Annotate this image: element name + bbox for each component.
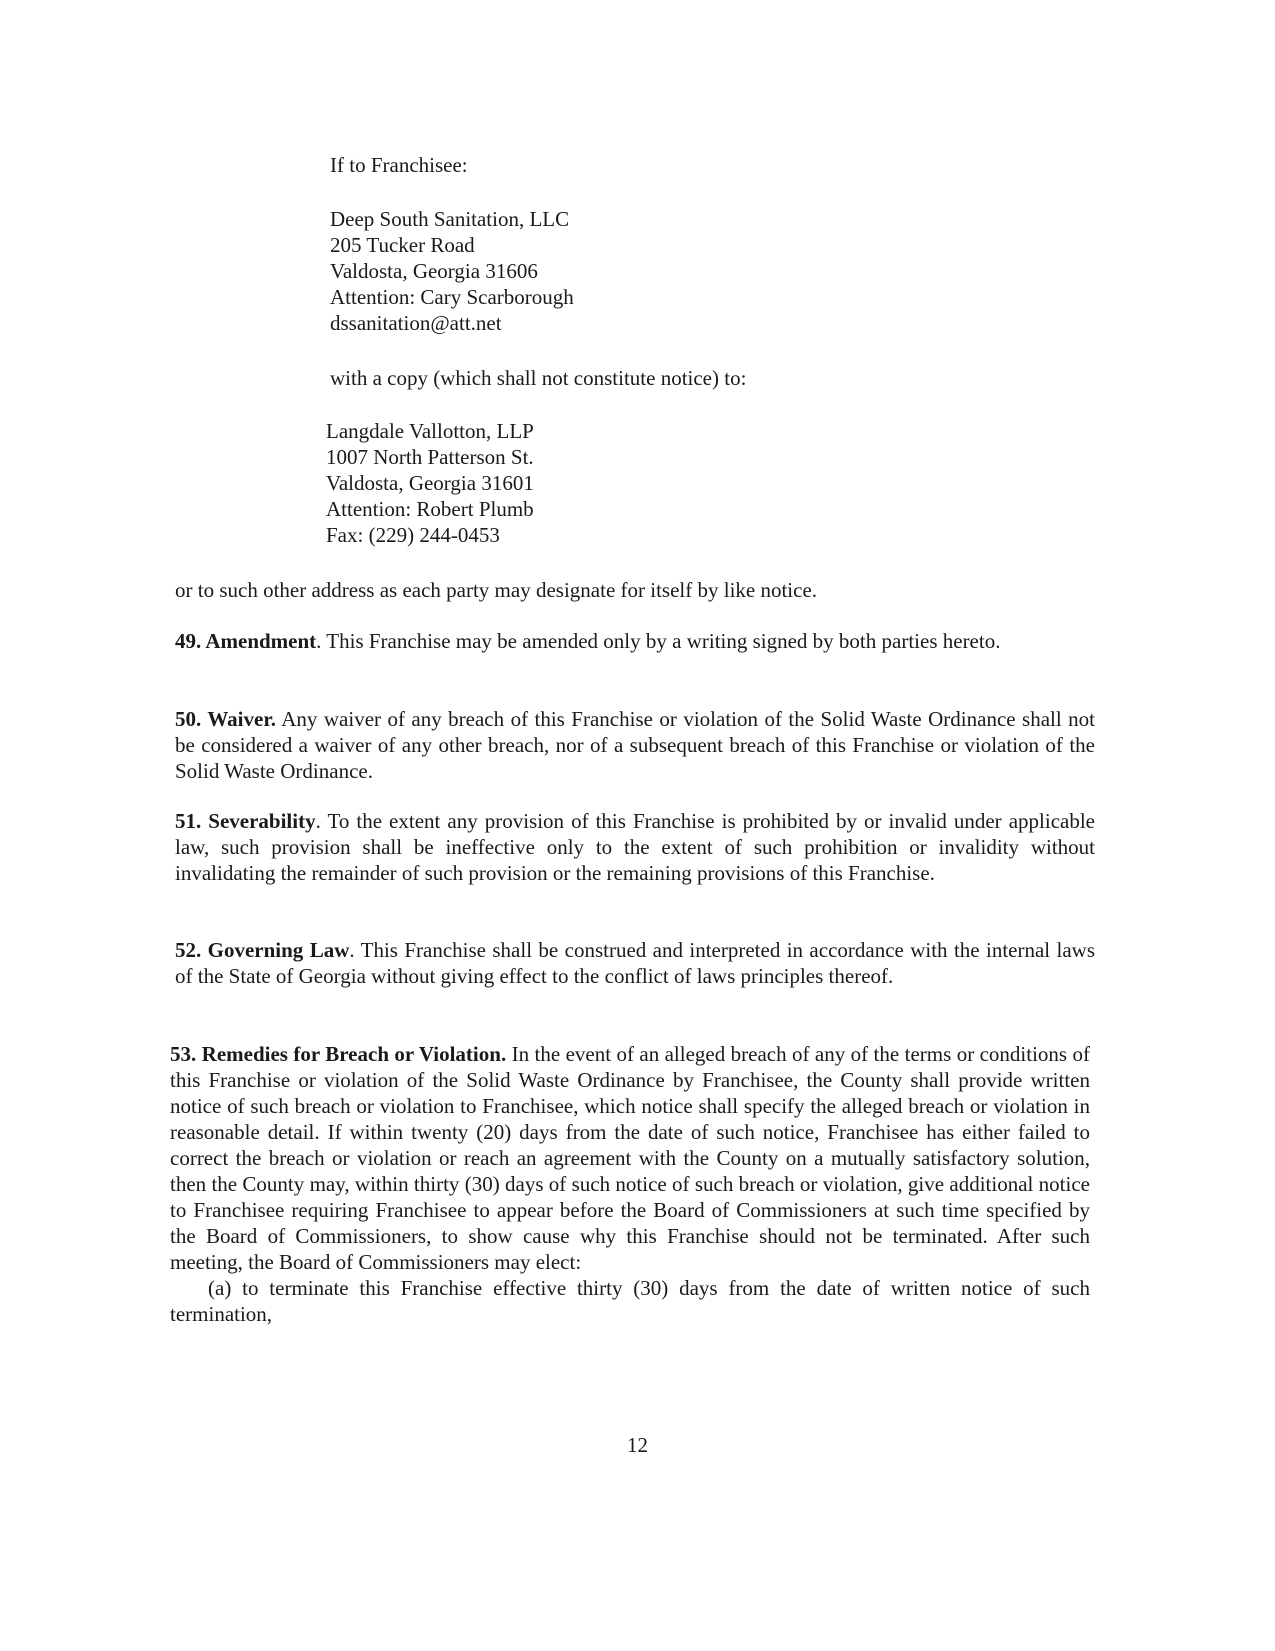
section-heading: 51. Severability [175, 809, 316, 833]
section-heading: 53. Remedies for Breach or Violation. [170, 1042, 507, 1066]
copy-intro-text: with a copy (which shall not constitute notice) to: [330, 366, 747, 390]
section-heading: 49. Amendment [175, 629, 317, 653]
section-51 [175, 808, 1095, 886]
section-text: . This Franchise shall be construed and interpreted in accordance with the internal laws of the State of Georgia without giving effect to the conflict of laws principles thereof. [175, 938, 1096, 988]
copy-address [326, 418, 1086, 548]
address-line: Attention: Cary Scarborough [330, 285, 574, 309]
address-line: Valdosta, Georgia 31606 [330, 259, 538, 283]
address-line: 205 Tucker Road [330, 233, 475, 257]
address-line: Langdale Vallotton, LLP [326, 419, 534, 443]
address-line: Attention: Robert Plumb [326, 497, 534, 521]
section-paragraph [175, 937, 1095, 989]
page-number: 12 [627, 1433, 648, 1457]
closing-line-text: or to such other address as each party may designate for itself by like notice. [175, 578, 818, 602]
section-52 [175, 937, 1095, 989]
section-heading: 52. Governing Law [175, 938, 350, 962]
section-heading: 50. Waiver. [175, 707, 276, 731]
address-line-fax: Fax: (229) 244-0453 [326, 523, 500, 547]
address-line: Valdosta, Georgia 31601 [326, 471, 534, 495]
franchisee-notice-intro [330, 152, 1090, 178]
section-text: Any waiver of any breach of this Franchise or violation of the Solid Waste Ordinance shall not be considered a waiver of any other breach, nor of a subsequent breach of this Franchise or violation of the Solid Waste Ordinance. [175, 707, 1095, 783]
franchisee-address [330, 206, 1090, 336]
address-line: Deep South Sanitation, LLC [330, 207, 570, 231]
section-paragraph [175, 628, 1095, 654]
section-text: In the event of an alleged breach of any of the terms or conditions of this Franchise or violation of the Solid Waste Ordinance by Franchisee, the County shall provide written notice of such breach or violation to Franchisee, which notice shall specify the alleged breach or violation in reasonable detail. If within twenty (20) days from the date of such notice, Franchisee has either failed to correct the breach or violation or reach an agreement with the County on a mutually satisfactory solution, then the County may, within thirty (30) days of such notice of such breach or violation, give additional notice to Franchisee requiring Franchisee to appear before the Board of Commissioners at such time specified by the Board of Commissioners, to show cause why this Franchise should not be terminated. After such meeting, the Board of Commissioners may elect: [170, 1042, 1090, 1274]
address-line: 1007 North Patterson St. [326, 445, 534, 469]
notice-intro-text: If to Franchisee: [330, 153, 468, 177]
section-50 [175, 706, 1095, 784]
section-paragraph [175, 706, 1095, 784]
address-line-email: dssanitation@att.net [330, 311, 502, 335]
section-text: . To the extent any provision of this Franchise is prohibited by or invalid under applicable law, such provision shall be ineffective only to the extent of such prohibition or invalidity without invalidating the remainder of such provision or the remaining provisions of this Franchise. [175, 809, 1095, 885]
section-text: . This Franchise may be amended only by a writing signed by both parties hereto. [316, 629, 1001, 653]
section-paragraph [170, 1041, 1090, 1275]
copy-notice-intro [330, 365, 1090, 391]
section-53 [170, 1041, 1090, 1327]
section-49 [175, 628, 1095, 654]
subitem-a: (a) to terminate this Franchise effective thirty (30) days from the date of written notice of such termination, [170, 1276, 1090, 1326]
section-paragraph [175, 808, 1095, 886]
closing-line [175, 577, 1095, 603]
